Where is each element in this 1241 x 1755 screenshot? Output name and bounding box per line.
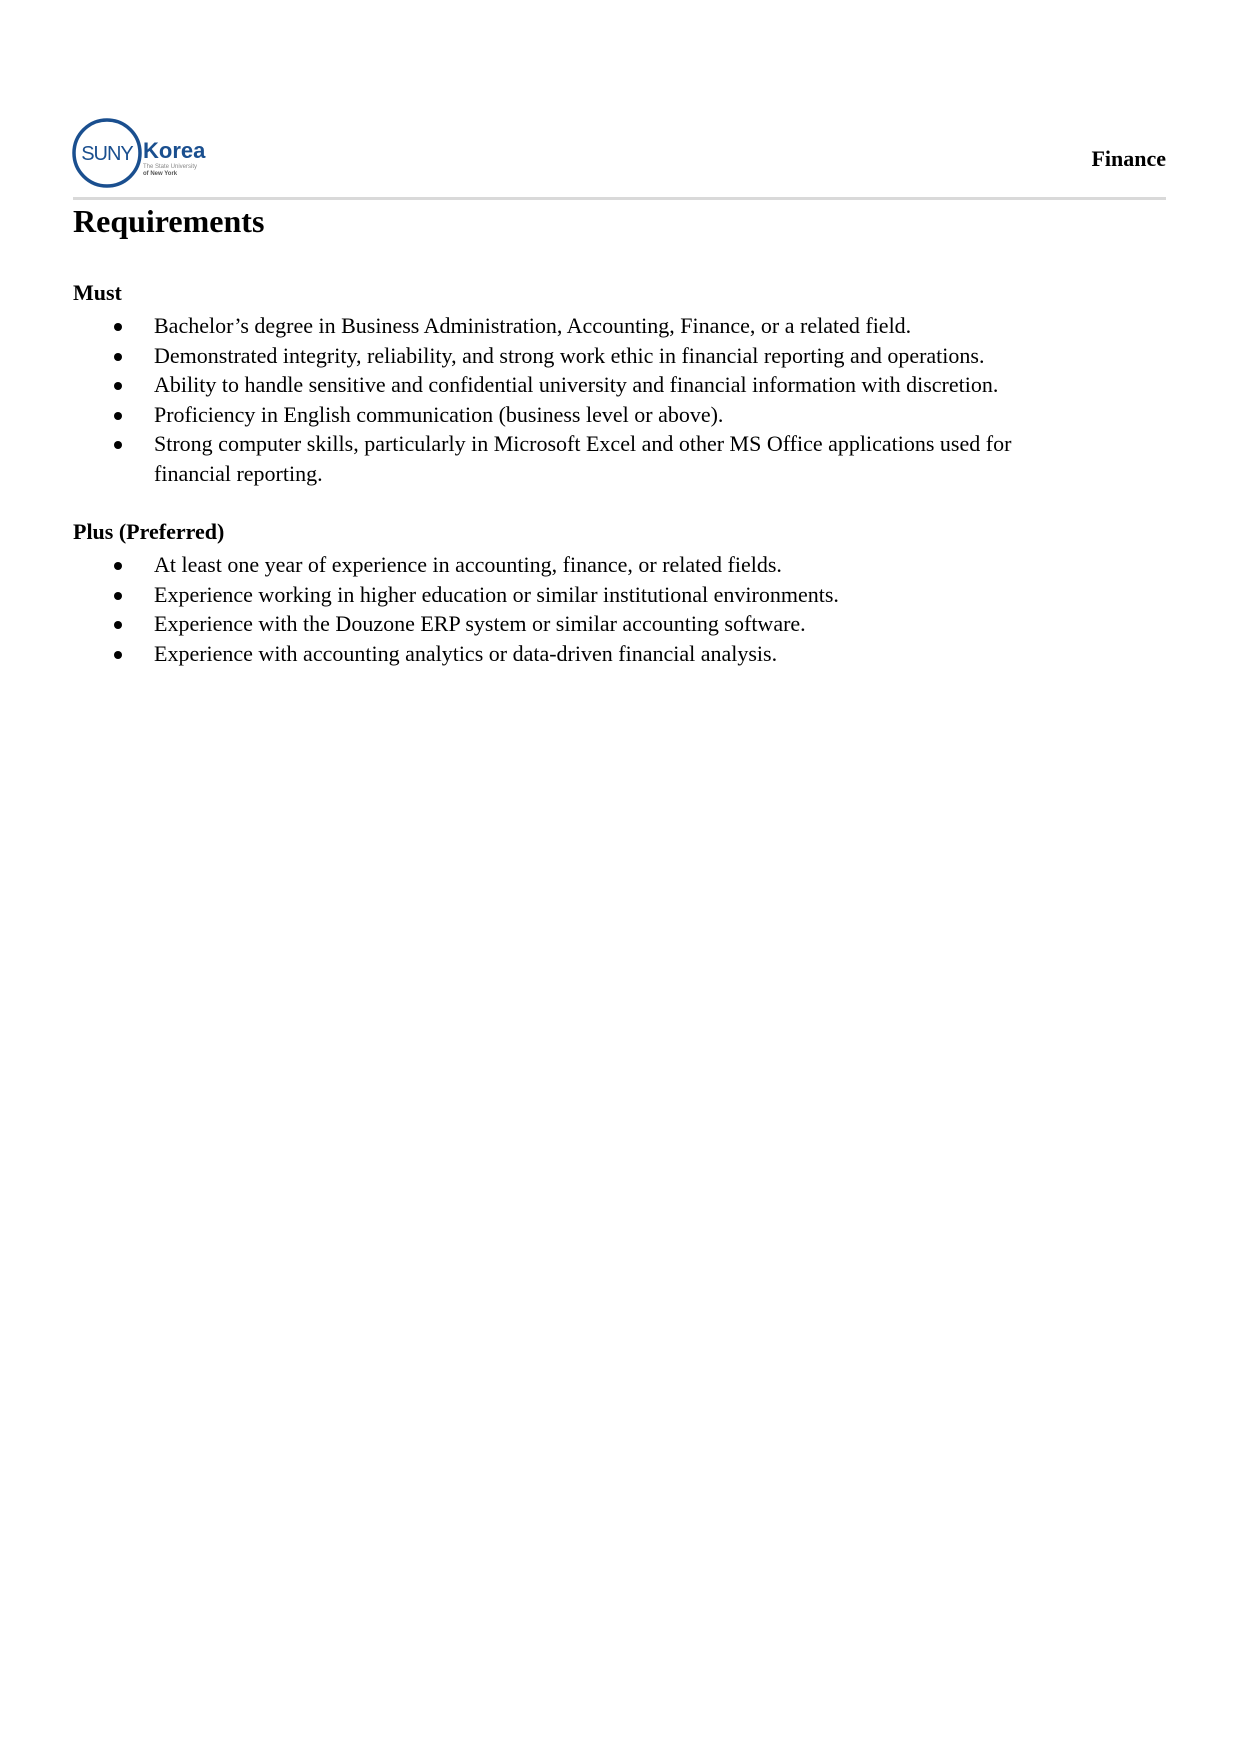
bullet-icon bbox=[114, 353, 122, 361]
preferred-requirements-list bbox=[73, 550, 1166, 668]
section-label-preferred: Plus (Preferred) bbox=[73, 519, 225, 544]
list-item-text: Experience with accounting analytics or data-driven financial analysis. bbox=[154, 640, 778, 666]
bullet-icon bbox=[114, 412, 122, 420]
bullet-icon bbox=[114, 621, 122, 629]
logo-mark-text: SUNY bbox=[81, 143, 133, 165]
logo-name: Korea bbox=[143, 138, 206, 163]
list-item bbox=[73, 550, 1166, 580]
list-item bbox=[73, 429, 1166, 488]
department-title: Finance bbox=[1091, 146, 1166, 171]
must-requirements-list bbox=[73, 311, 1166, 488]
list-item bbox=[73, 341, 1166, 371]
bullet-icon bbox=[114, 562, 122, 570]
list-item bbox=[73, 311, 1166, 341]
bullet-icon bbox=[114, 382, 122, 390]
list-item bbox=[73, 370, 1166, 400]
section-label-must: Must bbox=[73, 280, 122, 305]
bullet-icon bbox=[114, 323, 122, 331]
list-item bbox=[73, 580, 1166, 610]
suny-korea-logo bbox=[71, 117, 211, 189]
logo-tagline-2: of New York bbox=[143, 171, 178, 177]
list-item-text: Demonstrated integrity, reliability, and strong work ethic in financial reporting and operations. bbox=[154, 342, 985, 368]
list-item bbox=[73, 400, 1166, 430]
bullet-icon bbox=[114, 592, 122, 600]
page-title: Requirements bbox=[73, 203, 265, 239]
header-divider bbox=[73, 197, 1166, 200]
list-item bbox=[73, 639, 1166, 669]
list-item-text: At least one year of experience in accounting, finance, or related fields. bbox=[154, 552, 782, 577]
list-item-text: Proficiency in English communication (business level or above). bbox=[154, 401, 724, 427]
list-item-text: Strong computer skills, particularly in Microsoft Excel and other MS Office applications used for financial reporting. bbox=[154, 431, 1012, 486]
page-header bbox=[73, 116, 1166, 200]
list-item bbox=[73, 609, 1166, 639]
list-item-text: Experience with the Douzone ERP system or similar accounting software. bbox=[154, 611, 806, 636]
bullet-icon bbox=[114, 651, 122, 659]
list-item-text: Ability to handle sensitive and confidential university and financial information with discretion. bbox=[154, 372, 999, 397]
bullet-icon bbox=[114, 441, 122, 449]
logo-tagline-1: The State University bbox=[143, 164, 198, 170]
list-item-text: Bachelor’s degree in Business Administration, Accounting, Finance, or a related field. bbox=[154, 313, 912, 338]
list-item-text: Experience working in higher education or similar institutional environments. bbox=[154, 581, 839, 607]
